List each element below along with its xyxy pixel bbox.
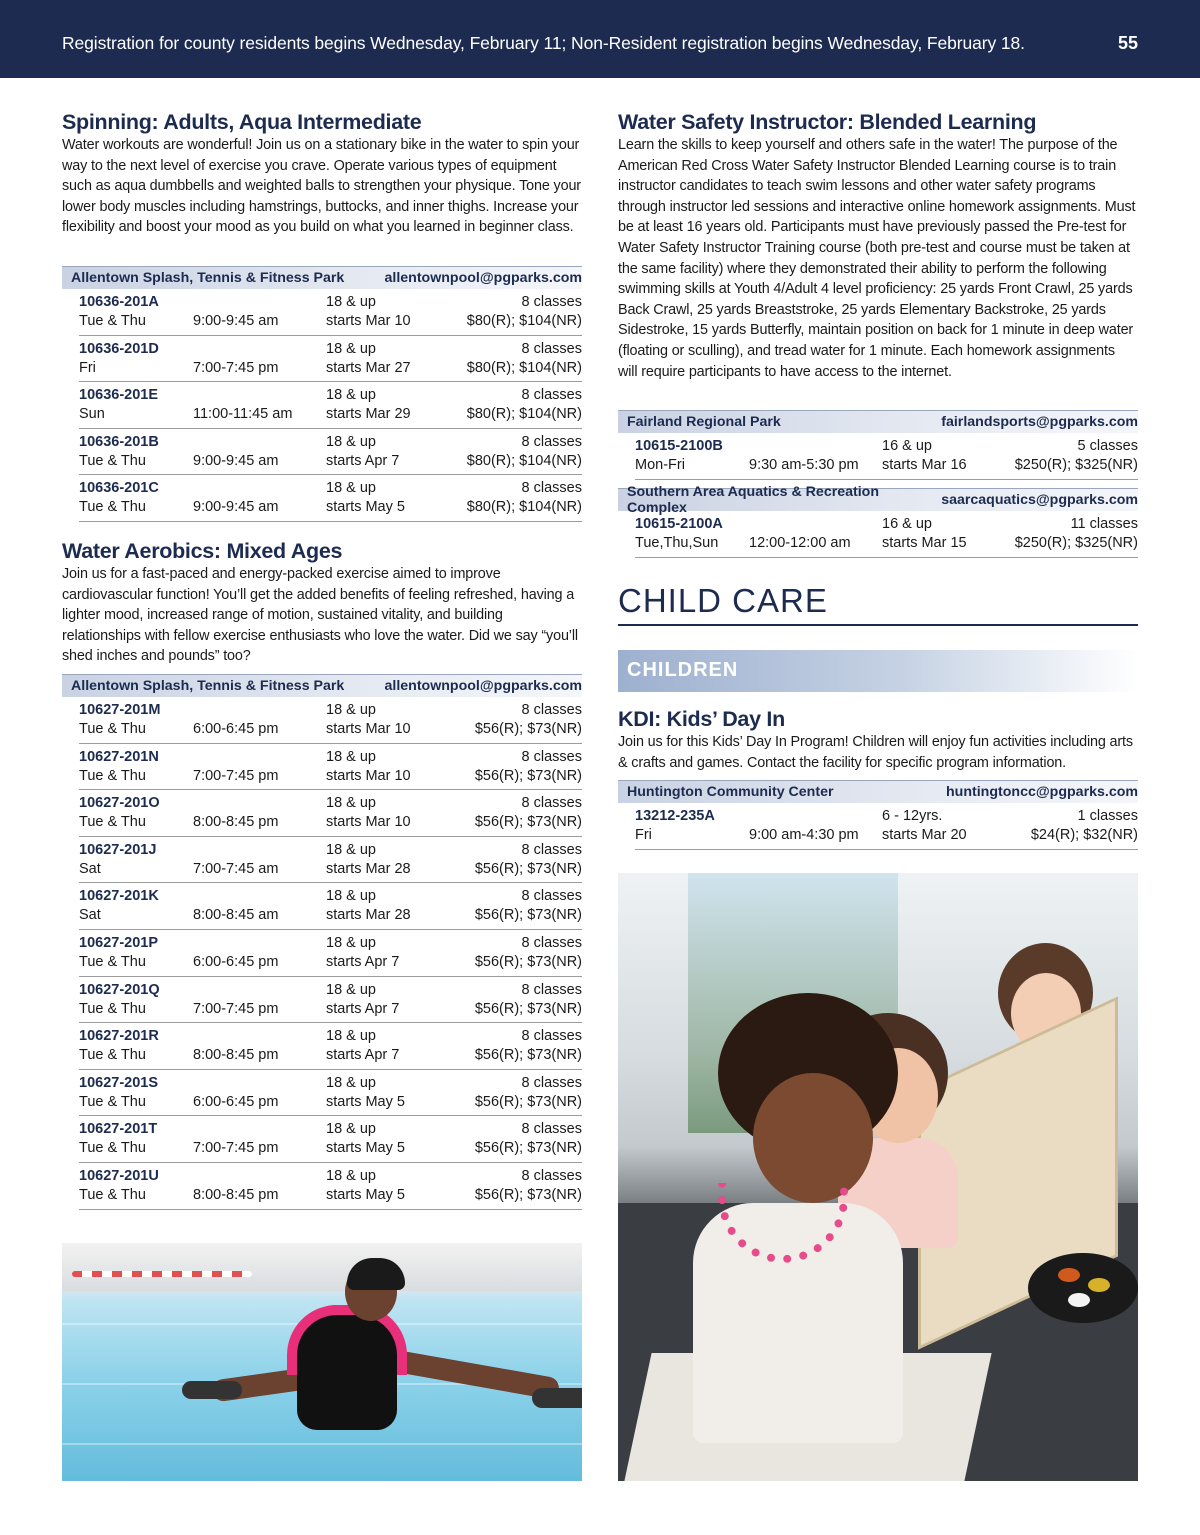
session-time: 12:00-12:00 am xyxy=(749,535,851,551)
session-days: Tue & Thu xyxy=(79,1140,146,1157)
session-age: 6 - 12yrs. xyxy=(882,808,943,824)
session-code[interactable]: 10636-201B xyxy=(79,433,159,450)
session-time: 8:00-8:45 pm xyxy=(193,1186,279,1203)
facility-name: Southern Area Aquatics & Recreation Complex xyxy=(627,484,880,516)
session-age: 18 & up xyxy=(326,1121,376,1138)
facility-bar xyxy=(618,780,1138,803)
session-row xyxy=(79,1070,582,1117)
session-days: Tue & Thu xyxy=(79,1000,146,1017)
session-age: 18 & up xyxy=(326,1028,376,1045)
session-days: Sun xyxy=(79,406,105,423)
session-days: Tue & Thu xyxy=(79,313,146,329)
facility-email-link[interactable]: huntingtoncc@pgparks.com xyxy=(946,784,1138,800)
session-time: 9:00-9:45 am xyxy=(193,499,279,516)
session-age: 18 & up xyxy=(326,1074,376,1091)
session-list xyxy=(62,697,582,1210)
session-list xyxy=(62,289,582,522)
page-number: 55 xyxy=(1117,33,1138,53)
session-code[interactable]: 10615-2100B xyxy=(635,438,723,454)
session-days: Mon-Fri xyxy=(635,457,685,473)
session-fee: $56(R); $73(NR) xyxy=(474,1093,582,1110)
session-start: starts Apr 7 xyxy=(326,1000,400,1017)
session-start: starts May 5 xyxy=(326,1140,405,1157)
session-age: 18 & up xyxy=(326,841,376,858)
session-time: 9:00-9:45 am xyxy=(193,313,279,329)
session-row xyxy=(79,1023,582,1070)
session-start: starts Mar 10 xyxy=(326,767,411,784)
session-row xyxy=(79,837,582,884)
session-start: starts Apr 7 xyxy=(326,953,400,970)
session-classes: 8 classes xyxy=(521,1121,582,1138)
session-row xyxy=(79,930,582,977)
kids-painting-photo xyxy=(618,873,1138,1481)
session-code[interactable]: 10615-2100A xyxy=(635,516,723,532)
session-code[interactable]: 10627-201S xyxy=(79,1074,159,1091)
session-start: starts Apr 7 xyxy=(326,1047,400,1064)
facility-email-link[interactable]: allentownpool@pgparks.com xyxy=(384,270,582,286)
session-time: 7:00-7:45 pm xyxy=(193,1140,279,1157)
session-classes: 8 classes xyxy=(521,387,582,404)
session-code[interactable]: 10627-201Q xyxy=(79,981,160,998)
session-fee: $56(R); $73(NR) xyxy=(474,767,582,784)
session-classes: 8 classes xyxy=(521,294,582,310)
session-start: starts Apr 7 xyxy=(326,452,400,469)
session-days: Sat xyxy=(79,907,101,924)
program-description: Join us for this Kids’ Day In Program! Children will enjoy fun activities including arts & crafts and games. Contact the facility for specific program information. xyxy=(618,734,1133,771)
session-days: Tue,Thu,Sun xyxy=(635,535,719,551)
session-days: Tue & Thu xyxy=(79,721,146,737)
facility-email-link[interactable]: fairlandsports@pgparks.com xyxy=(941,414,1138,430)
session-classes: 8 classes xyxy=(521,1074,582,1091)
wsi-schedule-fairland xyxy=(618,410,1138,480)
session-fee: $80(R); $104(NR) xyxy=(466,452,582,469)
session-start: starts May 5 xyxy=(326,1093,405,1110)
session-days: Tue & Thu xyxy=(79,452,146,469)
session-classes: 8 classes xyxy=(521,340,582,357)
session-age: 18 & up xyxy=(326,294,376,310)
session-days: Fri xyxy=(79,359,96,376)
facility-bar xyxy=(62,674,582,697)
session-code[interactable]: 10636-201C xyxy=(79,480,159,497)
session-classes: 8 classes xyxy=(521,841,582,858)
session-classes: 1 classes xyxy=(1077,808,1138,824)
session-row xyxy=(635,803,1138,850)
session-fee: $24(R); $32(NR) xyxy=(1030,827,1138,843)
session-code[interactable]: 10627-201T xyxy=(79,1121,158,1138)
session-time: 7:00-7:45 pm xyxy=(193,767,279,784)
session-time: 6:00-6:45 pm xyxy=(193,721,279,737)
facility-name: Allentown Splash, Tennis & Fitness Park xyxy=(71,678,345,694)
foam-dumbbell xyxy=(182,1381,242,1399)
session-start: starts May 5 xyxy=(326,499,405,516)
section-title-child-care: CHILD CARE xyxy=(618,582,1138,626)
session-age: 18 & up xyxy=(326,795,376,812)
session-age: 18 & up xyxy=(326,981,376,998)
session-fee: $56(R); $73(NR) xyxy=(474,721,582,737)
session-fee: $56(R); $73(NR) xyxy=(474,1140,582,1157)
session-row xyxy=(79,382,582,429)
session-days: Tue & Thu xyxy=(79,1186,146,1203)
session-age: 18 & up xyxy=(326,702,376,718)
session-time: 8:00-8:45 am xyxy=(193,907,279,924)
swimsuit-trim xyxy=(287,1305,407,1375)
session-time: 7:00-7:45 pm xyxy=(193,359,279,376)
session-days: Tue & Thu xyxy=(79,767,146,784)
foam-dumbbell xyxy=(532,1388,582,1408)
program-description: Join us for a fast-paced and energy-packed exercise aimed to improve cardiovascular function! You’ll get the added benefits of feeling refreshed, having a lighter mood, increased range of motion, sustained vitality, and building relationships with fellow exercise enthusiasts who love the water. Did we say “you’ll shed inches and pounds” too? xyxy=(62,566,578,665)
program-water-aerobics xyxy=(62,538,582,667)
session-fee: $56(R); $73(NR) xyxy=(474,1186,582,1203)
facility-bar xyxy=(62,266,582,289)
session-start: starts May 5 xyxy=(326,1186,405,1203)
session-days: Tue & Thu xyxy=(79,814,146,831)
session-age: 16 & up xyxy=(882,438,932,454)
session-row xyxy=(79,336,582,383)
paint-blob xyxy=(1058,1268,1080,1282)
session-fee: $56(R); $73(NR) xyxy=(474,860,582,877)
session-start: starts Mar 28 xyxy=(326,860,411,877)
lane-rope xyxy=(72,1271,252,1277)
session-age: 18 & up xyxy=(326,340,376,357)
session-classes: 8 classes xyxy=(521,433,582,450)
session-classes: 5 classes xyxy=(1077,438,1138,454)
session-start: starts Mar 27 xyxy=(326,359,411,376)
program-description: Learn the skills to keep yourself and others safe in the water! The purpose of the American Red Cross Water Safety Instructor Blended Learning course is to train instructor candidates to teach swim lessons and other water safety programs through instructor led sessions and interactive online homework assignments. Must be at least 16 years old. Participants must have previously passed the Pre-test for Water Safety Instructor Training course (both pre-test and course must be taken at the same facility) where they demonstrated their ability to perform the following swimming skills at Youth 4/Adult 4 level proficiency: 25 yards Front Crawl, 25 yards Back Crawl, 25 yards Breaststroke, 25 yards Elementary Backstroke, 25 yards Sidestroke, 15 yards Butterfly, maintain position on back for 1 minute in deep water (floating or sculling), and tread water for 1 minute. Each homework assignments will require participants to have access to the internet. xyxy=(618,137,1136,380)
session-row xyxy=(79,977,582,1024)
session-row xyxy=(635,511,1138,558)
session-fee: $56(R); $73(NR) xyxy=(474,814,582,831)
session-start: starts Mar 28 xyxy=(326,907,411,924)
session-row xyxy=(79,289,582,336)
session-time: 8:00-8:45 pm xyxy=(193,1047,279,1064)
paint-blob xyxy=(1088,1278,1110,1292)
session-code[interactable]: 10627-201J xyxy=(79,841,157,858)
program-title: Water Aerobics: Mixed Ages xyxy=(62,539,343,563)
program-title: KDI: Kids’ Day In xyxy=(618,707,785,731)
subsection-children: CHILDREN xyxy=(618,650,1138,692)
session-row xyxy=(79,790,582,837)
page-header-bar xyxy=(0,0,1200,78)
session-classes: 8 classes xyxy=(521,795,582,812)
session-fee: $56(R); $73(NR) xyxy=(474,1047,582,1064)
session-row xyxy=(79,1116,582,1163)
session-classes: 8 classes xyxy=(521,702,582,718)
session-time: 7:00-7:45 am xyxy=(193,860,279,877)
session-classes: 8 classes xyxy=(521,480,582,497)
session-days: Sat xyxy=(79,860,101,877)
program-kdi xyxy=(618,706,1138,773)
session-time: 9:30 am-5:30 pm xyxy=(749,457,859,473)
session-row xyxy=(79,883,582,930)
facility-name: Fairland Regional Park xyxy=(627,414,781,430)
session-time: 11:00-11:45 am xyxy=(193,406,293,423)
session-classes: 8 classes xyxy=(521,1028,582,1045)
session-fee: $80(R); $104(NR) xyxy=(466,406,582,423)
session-days: Tue & Thu xyxy=(79,499,146,516)
session-code[interactable]: 10627-201N xyxy=(79,748,159,765)
paint-blob xyxy=(1068,1293,1090,1307)
session-time: 6:00-6:45 pm xyxy=(193,953,279,970)
session-days: Fri xyxy=(635,827,652,843)
session-days: Tue & Thu xyxy=(79,953,146,970)
session-classes: 8 classes xyxy=(521,888,582,905)
session-fee: $80(R); $104(NR) xyxy=(466,499,582,516)
facility-name: Allentown Splash, Tennis & Fitness Park xyxy=(71,270,345,286)
session-code[interactable]: 10627-201U xyxy=(79,1167,159,1184)
registration-note: Registration for county residents begins Wednesday, February 11; Non-Resident registration begins Wednesday, February 18. xyxy=(62,33,1025,53)
facility-bar xyxy=(618,410,1138,433)
aqua-fitness-photo xyxy=(62,1243,582,1481)
session-start: starts Mar 10 xyxy=(326,814,411,831)
session-fee: $80(R); $104(NR) xyxy=(466,313,582,329)
session-fee: $250(R); $325(NR) xyxy=(1014,457,1138,473)
paint-palette xyxy=(1028,1253,1138,1323)
session-age: 18 & up xyxy=(326,934,376,951)
session-code[interactable]: 10636-201E xyxy=(79,387,159,404)
session-time: 8:00-8:45 pm xyxy=(193,814,279,831)
session-time: 9:00 am-4:30 pm xyxy=(749,827,859,843)
program-description: Water workouts are wonderful! Join us on a stationary bike in the water to spin your way to the next level of exercise you crave. Operate various types of equipment such as aqua dumbbells and weighted balls to strengthen your physique. Tone your lower body muscles including hamstrings, buttocks, and inner thighs. Increase your flexibility and boost your mood as you build on what you learned in beginner class. xyxy=(62,137,581,236)
session-age: 18 & up xyxy=(326,387,376,404)
facility-bar xyxy=(618,484,1138,516)
session-age: 18 & up xyxy=(326,433,376,450)
session-row xyxy=(79,697,582,744)
water-ripple xyxy=(62,1443,582,1445)
session-code[interactable]: 10627-201K xyxy=(79,888,159,905)
session-row xyxy=(79,429,582,476)
session-age: 18 & up xyxy=(326,480,376,497)
session-age: 18 & up xyxy=(326,1167,376,1184)
session-classes: 8 classes xyxy=(521,981,582,998)
session-start: starts Mar 10 xyxy=(326,313,411,329)
session-classes: 11 classes xyxy=(1070,516,1138,532)
session-time: 7:00-7:45 pm xyxy=(193,1000,279,1017)
session-code[interactable]: 10627-201P xyxy=(79,934,159,951)
session-age: 18 & up xyxy=(326,888,376,905)
wsi-schedule-saarc xyxy=(618,484,1138,558)
session-fee: $56(R); $73(NR) xyxy=(474,953,582,970)
facility-email-link[interactable]: allentownpool@pgparks.com xyxy=(384,678,582,694)
session-code[interactable]: 13212-235A xyxy=(635,808,715,824)
session-start: starts Mar 15 xyxy=(882,535,967,551)
session-code[interactable]: 10627-201M xyxy=(79,702,161,718)
aerobics-schedule xyxy=(62,674,582,1210)
program-spinning xyxy=(62,109,582,238)
session-start: starts Mar 16 xyxy=(882,457,967,473)
session-age: 18 & up xyxy=(326,748,376,765)
session-code[interactable]: 10627-201O xyxy=(79,795,160,812)
spinning-schedule xyxy=(62,266,582,522)
session-days: Tue & Thu xyxy=(79,1047,146,1064)
program-wsi xyxy=(618,109,1138,382)
session-code[interactable]: 10636-201A xyxy=(79,294,159,310)
session-fee: $56(R); $73(NR) xyxy=(474,1000,582,1017)
session-row xyxy=(79,475,582,522)
session-classes: 8 classes xyxy=(521,1167,582,1184)
facility-name: Huntington Community Center xyxy=(627,784,834,800)
pool-deck xyxy=(62,1243,582,1291)
session-code[interactable]: 10636-201D xyxy=(79,340,159,357)
program-title: Water Safety Instructor: Blended Learning xyxy=(618,110,1037,134)
session-row xyxy=(79,1163,582,1210)
session-start: starts Mar 10 xyxy=(326,721,411,737)
session-fee: $80(R); $104(NR) xyxy=(466,359,582,376)
session-classes: 8 classes xyxy=(521,748,582,765)
session-fee: $250(R); $325(NR) xyxy=(1014,535,1138,551)
kdi-schedule xyxy=(618,780,1138,850)
session-row xyxy=(635,433,1138,480)
session-start: starts Mar 20 xyxy=(882,827,967,843)
session-days: Tue & Thu xyxy=(79,1093,146,1110)
session-start: starts Mar 29 xyxy=(326,406,411,423)
session-age: 16 & up xyxy=(882,516,932,532)
session-row xyxy=(79,744,582,791)
session-fee: $56(R); $73(NR) xyxy=(474,907,582,924)
session-code[interactable]: 10627-201R xyxy=(79,1028,159,1045)
program-title: Spinning: Adults, Aqua Intermediate xyxy=(62,110,422,134)
session-time: 6:00-6:45 pm xyxy=(193,1093,279,1110)
session-time: 9:00-9:45 am xyxy=(193,452,279,469)
facility-email-link[interactable]: saarcaquatics@pgparks.com xyxy=(941,492,1138,508)
session-classes: 8 classes xyxy=(521,934,582,951)
